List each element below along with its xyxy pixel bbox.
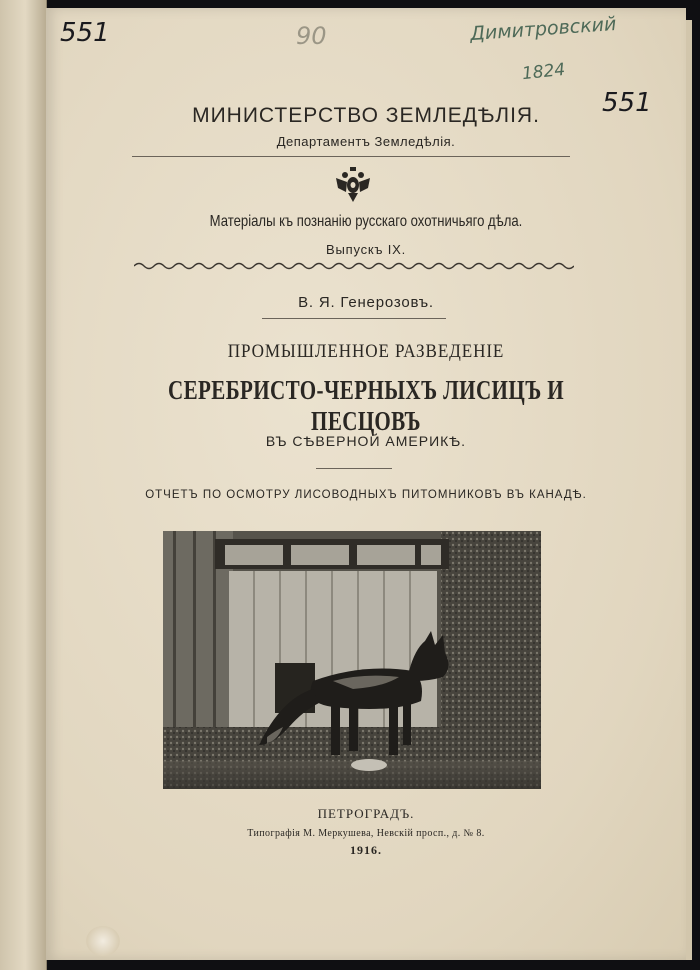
header-rule [132,156,570,157]
author-name: В. Я. Генерозовъ. [298,294,434,311]
imprint-year: 1916. [350,843,382,857]
double-headed-eagle-icon [335,166,371,204]
title-line-2: СЕРЕБРИСТО-ЧЕРНЫХЪ ЛИСИЦЪ И ПЕСЦОВЪ [167,375,565,436]
pencil-number: 90 [296,22,327,50]
signature-year: 1824 [521,59,567,85]
series-title: Матеріалы къ познанію русскаго охотничьяго дѣла. [209,213,523,230]
handwritten-number-left: 551 [60,18,110,48]
report-subtitle: ОТЧЕТЪ ПО ОСМОТРУ ЛИСОВОДНЫХЪ ПИТОМНИКОВЪ ВЪ КАНАДѢ. [145,489,587,501]
title-line-1: ПРОМЫШЛЕННОЕ РАЗВЕДЕНІЕ [227,341,505,362]
department-name: Департаментъ Земледѣлія. [276,134,456,149]
author-underline [262,318,446,319]
book-spine [0,0,47,970]
fox-photo [163,531,541,789]
issue-number: Выпускъ IX. [325,242,407,257]
signature: Димитровский [469,12,618,46]
page-edge [686,20,692,960]
title-rule [316,468,392,469]
fox-kennel-illustration [163,531,541,789]
imprint-printer: Типографія М. Меркушева, Невскій просп., д. № 8. [247,828,485,839]
paper-stain [86,926,120,956]
imprint-city: ПЕТРОГРАДЪ. [317,806,415,821]
title-line-3: ВЪ СѢВЕРНОЙ АМЕРИКѢ. [265,433,467,449]
handwritten-number-right: 551 [602,88,652,118]
decorative-wave-rule [134,260,574,272]
ministry-title: МИНИСТЕРСТВО ЗЕМЛЕДѢЛІЯ. [192,104,540,127]
